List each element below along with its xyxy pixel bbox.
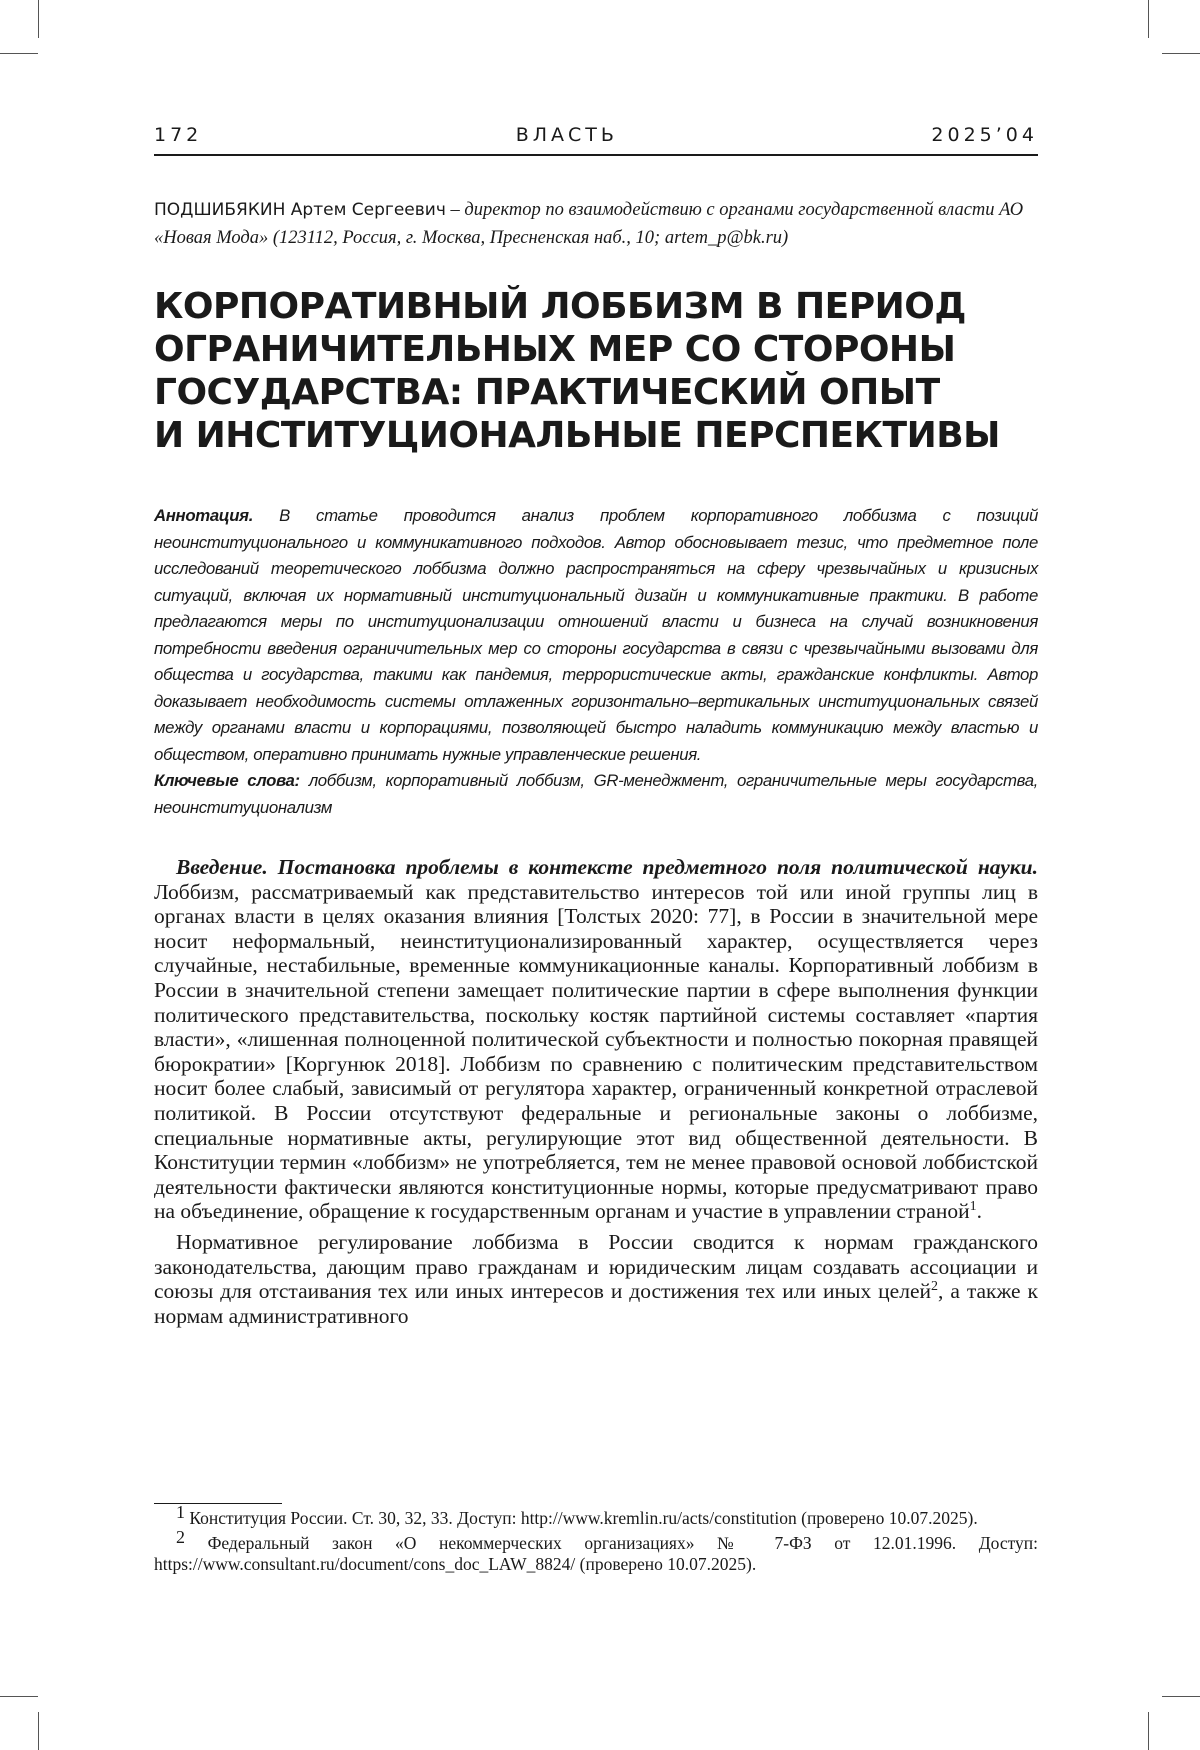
body-text: , а также к нормам административного — [154, 1279, 1038, 1328]
keywords-paragraph — [154, 768, 1038, 821]
footnote-ref[interactable]: 2 — [931, 1279, 938, 1294]
footnote-mark: 1 — [176, 1502, 185, 1522]
crop-mark — [0, 53, 38, 54]
author-name: ПОДШИБЯКИН Артем Сергеевич — [154, 200, 446, 220]
footnote-text: Конституция России. Ст. 30, 32, 33. Доступ: http://www.kremlin.ru/acts/constitution (проверено 10.07.2025). — [185, 1508, 978, 1528]
footnote-divider — [154, 1503, 282, 1504]
footnote-text: Федеральный закон «О некоммерческих организациях» № 7-ФЗ от 12.01.1996. Доступ: https://www.consultant.ru/document/cons_doc_LAW_8824/ (проверено 10.07.2025). — [154, 1533, 1038, 1574]
page-number: 172 — [154, 124, 202, 146]
article-body — [154, 855, 1038, 1328]
body-text: Нормативное регулирование лоббизма в России сводится к нормам гражданского законодательства, дающим право гражданам и юридическим лицам создавать ассоциации и союзы для отстаивания тех или иных интересов и достижения тех или иных целей — [154, 1230, 1038, 1303]
journal-name: ВЛАСТЬ — [516, 124, 618, 146]
abstract-label: Аннотация. — [154, 506, 253, 525]
crop-mark — [38, 0, 39, 38]
title-line: И ИНСТИТУЦИОНАЛЬНЫЕ ПЕРСПЕКТИВЫ — [154, 414, 1038, 457]
abstract-paragraph — [154, 503, 1038, 768]
footnote-mark: 2 — [176, 1527, 185, 1547]
crop-mark — [1162, 53, 1200, 54]
keywords-label: Ключевые слова: — [154, 771, 300, 790]
crop-mark — [1162, 1696, 1200, 1697]
author-info — [154, 196, 1038, 252]
body-text: . — [977, 1199, 982, 1223]
body-paragraph — [154, 855, 1038, 1224]
body-text: Лоббизм, рассматриваемый как представительство интересов той или иной группы лиц в органах власти в целях оказания влияния [Толстых 2020: 77], в России в значительной мере носит неформальный, неинституционализированный характер, осуществляется через случайные, нестабильные, временные коммуникационные каналы. Корпоративный лоббизм в России в значительной степени замещает политические партии в сфере выполнения функции политического представительства, поскольку костяк партийной системы составляет «партия власти», «лишенная полноценной политической субъектности и полностью покорная правящей бюрократии» [Коргунюк 2018]. Лоббизм по сравнению с политическим представительством носит более слабый, зависимый от регулятора характер, ограниченный конкретной отраслевой политикой. В России отсутствуют федеральные и региональные законы о лоббизме, специальные нормативные акты, регулирующие этот вид общественной деятельности. В Конституции термин «лоббизм» не употребляется, тем не менее правовой основой лоббистской деятельности фактически являются конституционные нормы, которые предусматривают право на объединение, обращение к государственным органам и участие в управлении страной — [154, 880, 1038, 1224]
author-bio: – директор по взаимодействию с органами государственной власти АО «Новая Мода» (123112, Россия, г. Москва, Пресненская наб., 10; artem_p@bk.ru) — [154, 200, 1023, 248]
abstract-text: В статье проводится анализ проблем корпоративного лоббизма с позиций неоинституционального и коммуникативного подходов. Автор обосновывает тезис, что предметное поле исследований теоретического лоббизма должно распространяться на сферу чрезвычайных и кризисных ситуаций, включая их нормативный институциональный дизайн и коммуникативные практики. В работе предлагаются меры по институционализации отношений власти и бизнеса на случай возникновения потребности введения ограничительных мер со стороны государства в связи с чрезвычайными вызовами для общества и государства, такими как пандемия, террористические акты, гражданские конфликты. Автор доказывает необходимость системы отлаженных горизонтально–вертикальных институциональных связей между органами власти и корпорациями, позволяющей быстро наладить коммуникацию между властью и обществом, оперативно принимать нужные управленческие решения. — [154, 506, 1038, 764]
footnote-ref[interactable]: 1 — [970, 1199, 977, 1214]
crop-mark — [0, 1696, 38, 1697]
title-line: ГОСУДАРСТВА: ПРАКТИЧЕСКИЙ ОПЫТ — [154, 371, 1038, 414]
abstract — [154, 503, 1038, 821]
article-title — [154, 285, 1038, 457]
title-line: КОРПОРАТИВНЫЙ ЛОББИЗМ В ПЕРИОД — [154, 285, 1038, 328]
crop-mark — [1148, 0, 1149, 38]
footnotes — [154, 1508, 1038, 1575]
keywords-text: лоббизм, корпоративный лоббизм, GR-менеджмент, ограничительные меры государства, неоинституционализм — [154, 771, 1038, 817]
issue-number: 2025’04 — [931, 124, 1038, 146]
body-paragraph — [154, 1230, 1038, 1328]
footnote — [154, 1533, 1038, 1575]
crop-mark — [38, 1712, 39, 1750]
section-heading: Введение. Постановка проблемы в контексте предметного поля политической науки. — [176, 855, 1038, 879]
crop-mark — [1148, 1712, 1149, 1750]
title-line: ОГРАНИЧИТЕЛЬНЫХ МЕР СО СТОРОНЫ — [154, 328, 1038, 371]
running-header — [154, 124, 1038, 156]
footnote — [154, 1508, 1038, 1529]
